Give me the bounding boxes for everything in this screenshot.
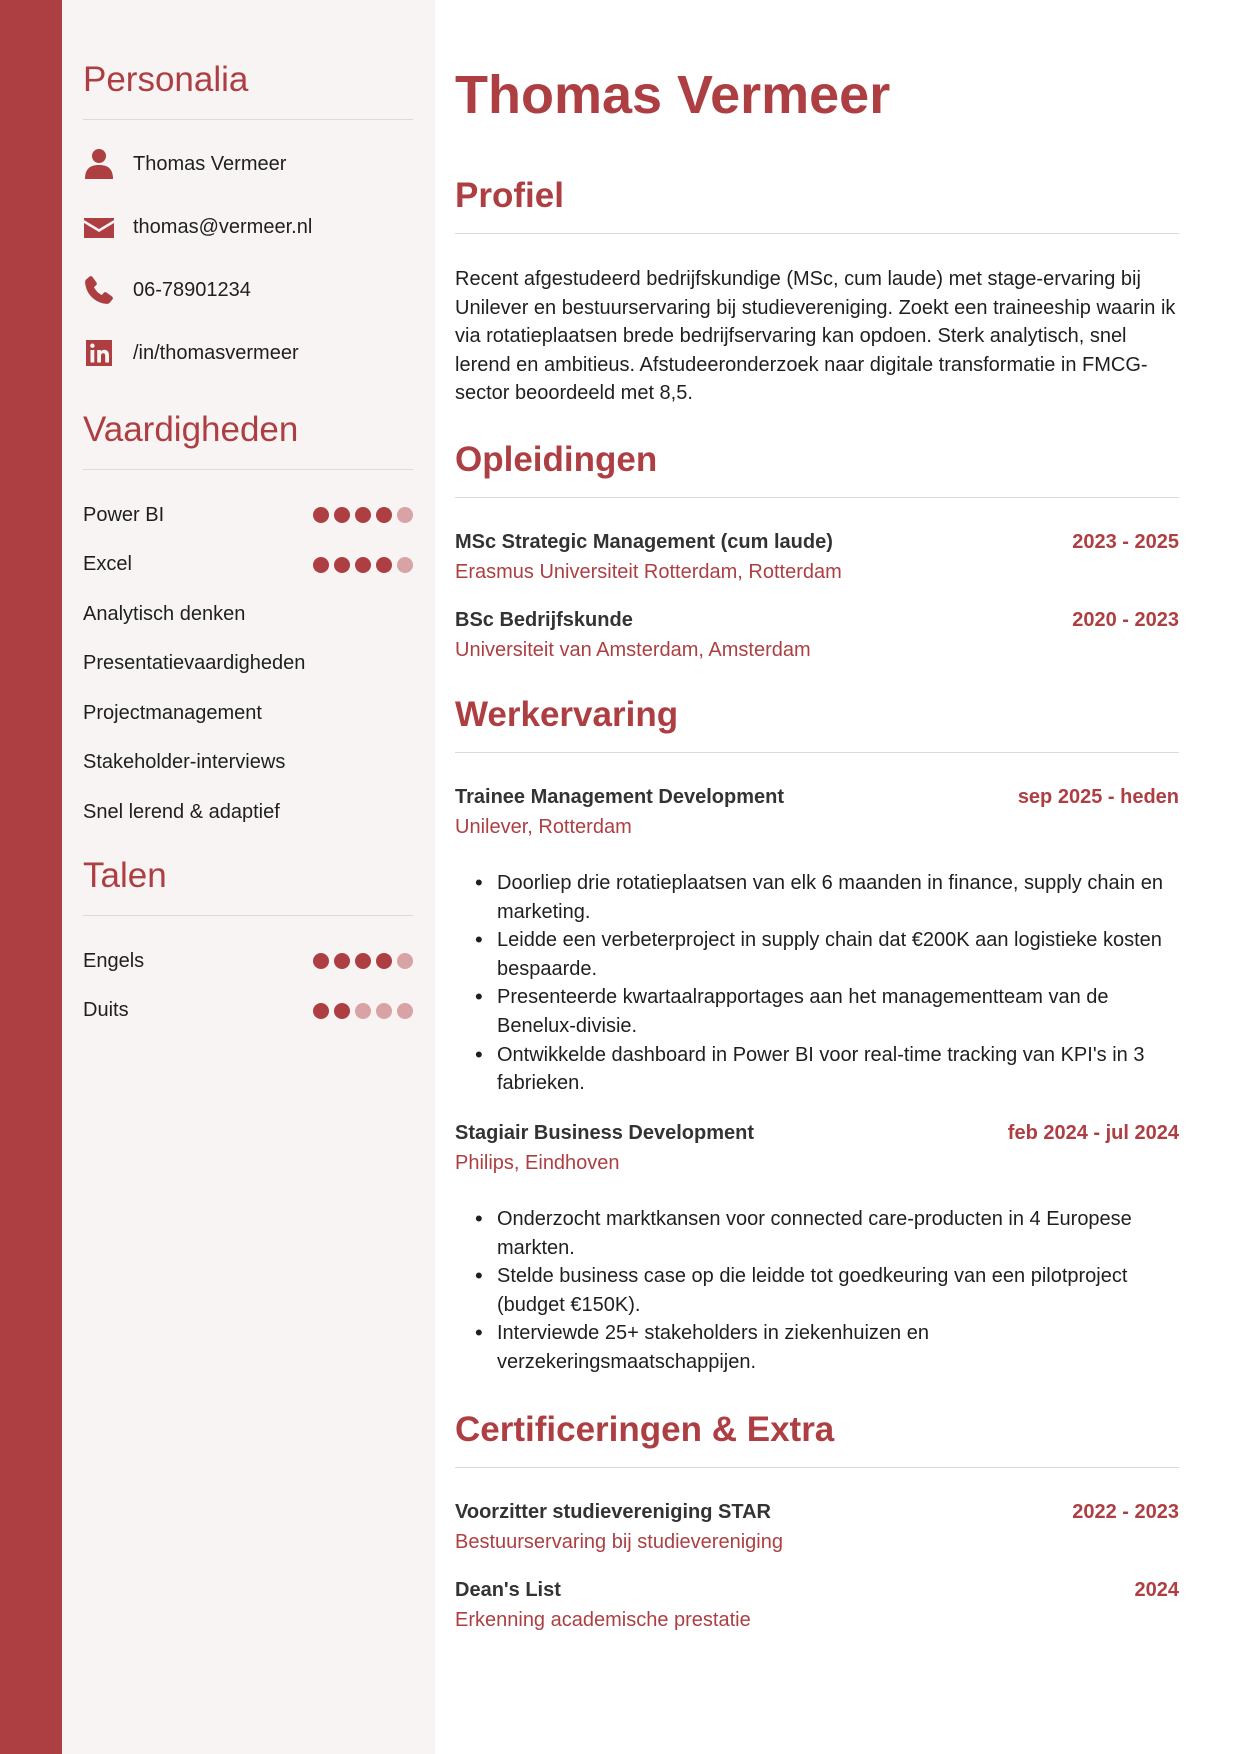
language-rating	[313, 953, 413, 969]
accent-stripe	[0, 0, 62, 1754]
skill-label: Stakeholder-interviews	[83, 751, 286, 773]
skill-label: Power BI	[83, 503, 165, 526]
rating-dot-filled	[313, 1003, 329, 1019]
experience-date: feb 2024 - jul 2024	[1007, 1122, 1179, 1144]
personalia-heading: Personalia	[83, 60, 249, 99]
skill-label: Snel lerend & adaptief	[83, 800, 280, 823]
user-icon	[82, 147, 116, 181]
contact-phone[interactable]	[82, 270, 412, 310]
phone-icon	[82, 273, 116, 307]
extra-description: Bestuurservaring bij studievereniging	[455, 1531, 783, 1553]
languages-heading: Talen	[83, 856, 167, 895]
contact-name	[82, 144, 412, 184]
bullet-item: • Presenteerde kwartaalrapportages aan het managementteam van de Benelux-divisie.	[475, 983, 1179, 1040]
linkedin-icon	[82, 336, 116, 370]
contact-linkedin-text[interactable]: /in/thomasvermeer	[133, 341, 299, 364]
rating-dot-filled	[334, 507, 350, 523]
skill-item	[83, 500, 413, 530]
contact-email[interactable]	[82, 207, 412, 247]
experience-company: Unilever, Rotterdam	[455, 816, 632, 838]
extra-date: 2022 - 2023	[1072, 1501, 1179, 1523]
education-title: BSc Bedrijfskunde	[455, 609, 633, 631]
skills-heading: Vaardigheden	[83, 410, 299, 449]
rating-dot-filled	[376, 953, 392, 969]
extra-title: Voorzitter studievereniging STAR	[455, 1501, 771, 1523]
education-date: 2020 - 2023	[1072, 609, 1179, 631]
extra-date: 2024	[1134, 1579, 1179, 1601]
experience-divider	[455, 752, 1179, 753]
experience-company: Philips, Eindhoven	[455, 1152, 620, 1174]
education-title: MSc Strategic Management (cum laude)	[455, 531, 833, 553]
bullet-item: • Onderzocht marktkansen voor connected care-producten in 4 Europese markten.	[475, 1205, 1179, 1262]
language-label: Duits	[83, 999, 129, 1021]
profile-text: Recent afgestudeerd bedrijfskundige (MSc, cum laude) met stage-ervaring bij Unilever en bestuurservaring bij studievereniging. Zoekt een traineeship waarin ik via rotatieplaatsen brede bedrijfservaring kan opdoen. Sterk analytisch, snel lerend en ambitieus. Afstudeeronderzoek naar digitale transformatie in FMCG-sector beoordeeld met 8,5.	[455, 268, 1176, 405]
rating-dot-empty	[376, 1003, 392, 1019]
education-institution: Universiteit van Amsterdam, Amsterdam	[455, 639, 811, 661]
skill-item	[83, 550, 413, 580]
rating-dot-filled	[334, 1003, 350, 1019]
personalia-divider	[83, 119, 413, 120]
experience-bullets	[475, 869, 1179, 1098]
extra-title: Dean's List	[455, 1579, 561, 1601]
bullet-item: • Leidde een verbeterproject in supply chain dat €200K aan logistieke kosten bespaarde.	[475, 926, 1179, 983]
rating-dot-filled	[313, 557, 329, 573]
experience-heading: Werkervaring	[455, 695, 679, 734]
languages-divider	[83, 915, 413, 916]
experience-entry	[455, 786, 1179, 839]
rating-dot-empty	[397, 557, 413, 573]
language-item	[83, 996, 413, 1026]
contact-name-text: Thomas Vermeer	[133, 152, 287, 175]
extra-entry	[455, 1579, 1179, 1632]
education-entry	[455, 531, 1179, 584]
education-divider	[455, 497, 1179, 498]
skill-label: Excel	[83, 553, 132, 575]
rating-dot-filled	[376, 557, 392, 573]
rating-dot-filled	[376, 507, 392, 523]
candidate-name: Thomas Vermeer	[455, 65, 891, 125]
skills-divider	[83, 469, 413, 470]
education-entry	[455, 609, 1179, 662]
experience-title: Trainee Management Development	[455, 786, 784, 808]
rating-dot-filled	[355, 557, 371, 573]
profile-heading: Profiel	[455, 176, 564, 215]
extra-divider	[455, 1467, 1179, 1468]
skill-item	[83, 599, 413, 629]
contact-linkedin[interactable]	[82, 333, 412, 373]
contact-email-text[interactable]: thomas@vermeer.nl	[133, 215, 313, 238]
language-rating	[313, 1003, 413, 1019]
rating-dot-empty	[397, 507, 413, 523]
extra-heading: Certificeringen & Extra	[455, 1410, 835, 1449]
experience-bullets	[475, 1205, 1179, 1377]
rating-dot-filled	[313, 507, 329, 523]
rating-dot-filled	[334, 953, 350, 969]
rating-dot-empty	[355, 1003, 371, 1019]
experience-entry	[455, 1122, 1179, 1175]
skill-item	[83, 797, 413, 827]
rating-dot-filled	[313, 953, 329, 969]
language-label: Engels	[83, 949, 145, 972]
bullet-item: • Doorliep drie rotatieplaatsen van elk 6 maanden in finance, supply chain en marketing.	[475, 869, 1179, 926]
sidebar	[62, 0, 435, 1754]
envelope-icon	[82, 210, 116, 244]
skill-label: Presentatievaardigheden	[83, 652, 306, 674]
rating-dot-filled	[355, 507, 371, 523]
profile-divider	[455, 233, 1179, 234]
language-item	[83, 946, 413, 976]
skill-item	[83, 649, 413, 679]
skill-rating	[313, 507, 413, 523]
rating-dot-filled	[355, 953, 371, 969]
bullet-item: • Interviewde 25+ stakeholders in ziekenhuizen en verzekeringsmaatschappijen.	[475, 1319, 1179, 1376]
bullet-item: • Stelde business case op die leidde tot goedkeuring van een pilotproject (budget €150K).	[475, 1262, 1179, 1319]
contact-phone-text[interactable]: 06-78901234	[133, 278, 251, 301]
skill-label: Projectmanagement	[83, 701, 262, 724]
experience-date: sep 2025 - heden	[1017, 786, 1179, 808]
extra-entry	[455, 1501, 1179, 1554]
skill-item	[83, 698, 413, 728]
skill-label: Analytisch denken	[83, 602, 246, 625]
skill-rating	[313, 557, 413, 573]
rating-dot-empty	[397, 953, 413, 969]
bullet-item: • Ontwikkelde dashboard in Power BI voor real-time tracking van KPI's in 3 fabrieken.	[475, 1041, 1179, 1098]
rating-dot-empty	[397, 1003, 413, 1019]
education-institution: Erasmus Universiteit Rotterdam, Rotterdam	[455, 561, 842, 583]
education-heading: Opleidingen	[455, 440, 658, 479]
extra-description: Erkenning academische prestatie	[455, 1609, 751, 1631]
main-content	[455, 0, 1179, 1754]
experience-title: Stagiair Business Development	[455, 1122, 754, 1144]
rating-dot-filled	[334, 557, 350, 573]
skill-item	[83, 748, 413, 778]
education-date: 2023 - 2025	[1072, 531, 1179, 553]
